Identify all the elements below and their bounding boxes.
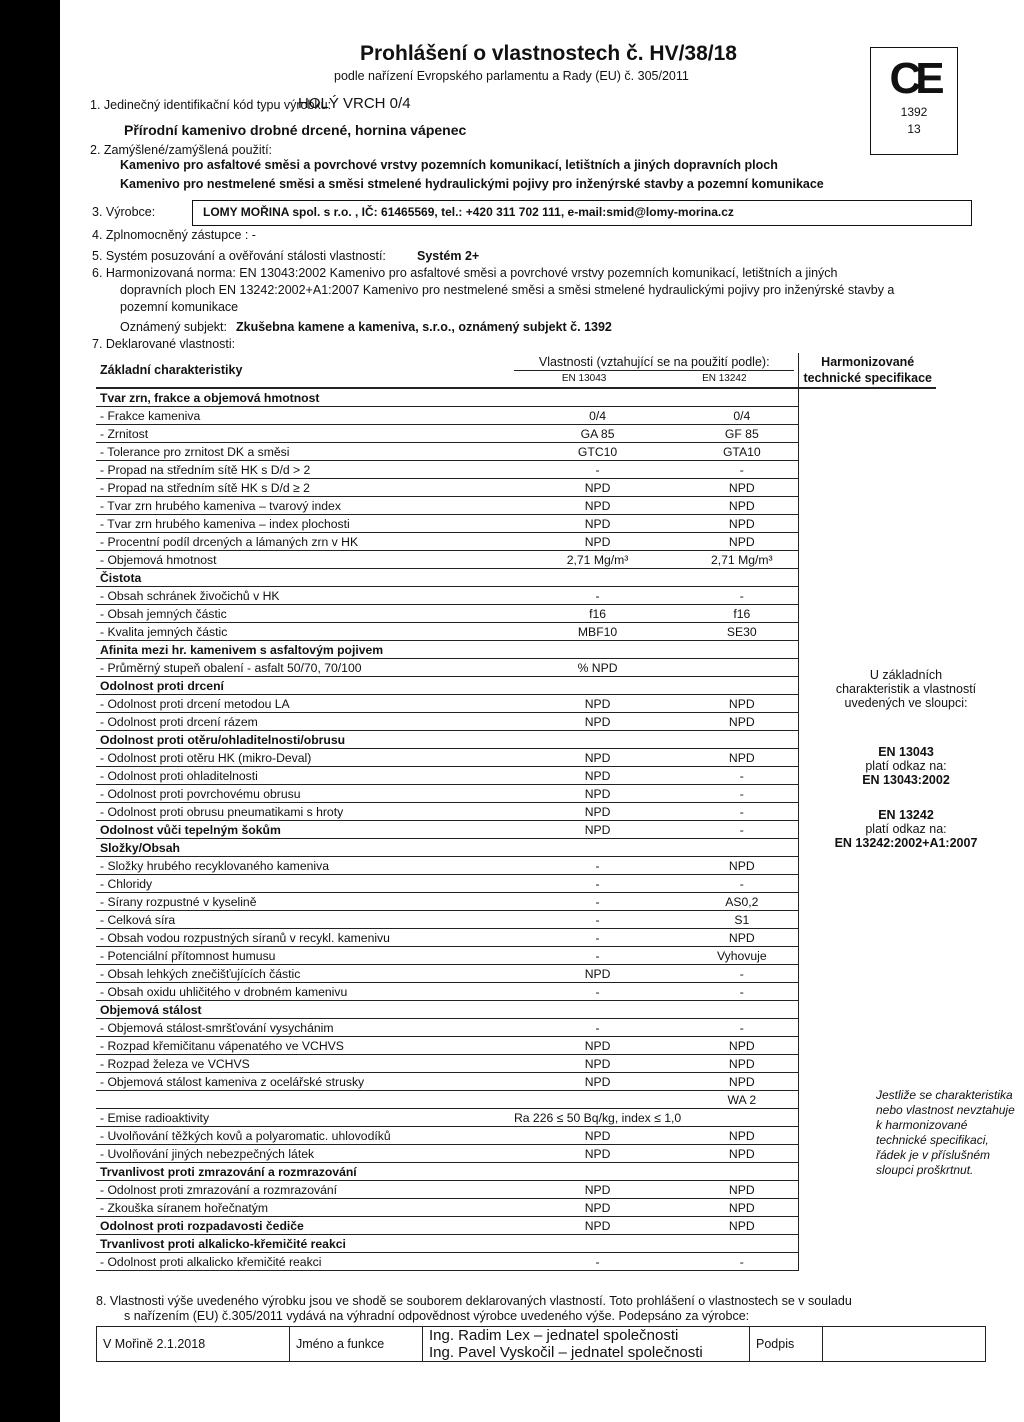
- en13242-cell: -: [685, 965, 799, 983]
- signature-area: [823, 1327, 986, 1362]
- en13043-cell: NPD: [510, 515, 685, 533]
- characteristic-cell: - Odolnost proti zmrazování a rozmrazování: [96, 1181, 510, 1199]
- product-description: Přírodní kamenivo drobné drcené, hornina vápenec: [124, 122, 467, 138]
- en13242-cell: f16: [685, 605, 799, 623]
- section-row: [96, 388, 936, 407]
- spec-en13242-title: EN 13242: [878, 808, 934, 822]
- spec-cell: [799, 713, 936, 731]
- spec-en13242-text: platí odkaz na:: [865, 822, 947, 836]
- en13043-cell: [510, 677, 685, 695]
- en13242-cell: NPD: [685, 695, 799, 713]
- en13043-cell: NPD: [510, 1145, 685, 1163]
- en13043-cell: -: [510, 893, 685, 911]
- section-row: [96, 1235, 936, 1253]
- notified-body-label: Oznámený subjekt:: [120, 320, 227, 334]
- spec-cell: [799, 461, 936, 479]
- intended-use-1: Kamenivo pro asfaltové směsi a povrchové vrstvy pozemních komunikací, letištních a jiných dopravních ploch: [120, 158, 778, 172]
- spec-cell: [799, 425, 936, 443]
- characteristic-cell: - Zkouška síranem hořečnatým: [96, 1199, 510, 1217]
- en13242-cell: WA 2: [685, 1091, 799, 1109]
- spec-intro-1: U základních: [869, 668, 943, 682]
- en13043-cell: NPD: [510, 767, 685, 785]
- section-row: [96, 641, 936, 659]
- table-row: [96, 1019, 936, 1037]
- table-row: [96, 929, 936, 947]
- table-row: [96, 1253, 936, 1271]
- en13242-cell: NPD: [685, 929, 799, 947]
- assessment-system: Systém 2+: [417, 249, 480, 263]
- spec-cell: [799, 641, 936, 659]
- characteristic-cell: Tvar zrn, frakce a objemová hmotnost: [96, 388, 510, 407]
- en13043-cell: [510, 569, 685, 587]
- ce-number-2: 13: [907, 122, 921, 136]
- en13242-cell: [685, 1109, 799, 1127]
- en13242-cell: NPD: [685, 1073, 799, 1091]
- characteristic-cell: Odolnost proti drcení: [96, 677, 510, 695]
- en13242-cell: [685, 388, 799, 407]
- en13043-cell: 0/4: [510, 407, 685, 425]
- ce-number-1: 1392: [900, 105, 928, 119]
- characteristic-cell: - Průměrný stupeň obalení - asfalt 50/70, 70/100: [96, 659, 510, 677]
- en13242-cell: -: [685, 785, 799, 803]
- en13242-cell: [685, 677, 799, 695]
- declaration-page: [60, 0, 1024, 1422]
- table-row: [96, 425, 936, 443]
- characteristic-cell: [96, 1091, 510, 1109]
- spec-cell: [799, 1001, 936, 1019]
- en13043-cell: NPD: [510, 497, 685, 515]
- table-row: [96, 1199, 936, 1217]
- en13043-cell: GTC10: [510, 443, 685, 461]
- spec-cell: [799, 479, 936, 497]
- characteristic-cell: Trvanlivost proti alkalicko-křemičité reakci: [96, 1235, 510, 1253]
- en13043-cell: -: [510, 587, 685, 605]
- en13242-cell: NPD: [685, 1055, 799, 1073]
- header-props-title: Vlastnosti (vztahující se na použití podle):: [538, 354, 770, 369]
- manufacturer-info: LOMY MOŘINA spol. s r.o. , IČ: 61465569, tel.: +420 311 702 111, e-mail:smid@lomy-morina.cz: [203, 205, 734, 219]
- section-row: [96, 1001, 936, 1019]
- en13242-cell: [685, 1163, 799, 1181]
- en13043-cell: f16: [510, 605, 685, 623]
- en13043-cell: -: [510, 911, 685, 929]
- en13242-cell: NPD: [685, 533, 799, 551]
- header-spec-2: technické specifikace: [803, 371, 932, 385]
- characteristic-cell: - Odolnost proti drcení rázem: [96, 713, 510, 731]
- spec-cell: [799, 388, 936, 407]
- header-spec-1: Harmonizované: [821, 355, 915, 369]
- characteristic-cell: - Odolnost proti drcení metodou LA: [96, 695, 510, 713]
- table-row: [96, 1055, 936, 1073]
- table-row: [96, 407, 936, 425]
- ce-logo: CE: [889, 54, 939, 103]
- table-row: [96, 443, 936, 461]
- characteristic-cell: - Rozpad železa ve VCHVS: [96, 1055, 510, 1073]
- en13043-cell: NPD: [510, 1073, 685, 1091]
- spec-cell: [799, 623, 936, 641]
- en13043-cell: NPD: [510, 713, 685, 731]
- en13242-cell: -: [685, 587, 799, 605]
- en13043-cell: [510, 1001, 685, 1019]
- characteristic-cell: - Rozpad křemičitanu vápenatého ve VCHVS: [96, 1037, 510, 1055]
- spec-cell: [799, 533, 936, 551]
- table-row: [96, 875, 936, 893]
- en13043-cell: NPD: [510, 533, 685, 551]
- spec-en13043-title: EN 13043: [878, 745, 934, 759]
- spec-note: Jestliže se charakteristika nebo vlastnost nevztahuje k harmonizované technické specifikaci, řádek je v příslušném sloupci proškrtnut.: [876, 1088, 1015, 1177]
- table-row: [96, 713, 936, 731]
- characteristic-cell: - Propad na středním sítě HK s D/d > 2: [96, 461, 510, 479]
- characteristic-cell: - Frakce kameniva: [96, 407, 510, 425]
- spec-cell: [799, 983, 936, 1001]
- en13242-cell: NPD: [685, 497, 799, 515]
- characteristic-cell: - Odolnost proti alkalicko křemičité reakci: [96, 1253, 510, 1271]
- characteristic-cell: Složky/Obsah: [96, 839, 510, 857]
- notified-body-value: Zkušebna kamene a kameniva, s.r.o., oznámený subjekt č. 1392: [236, 320, 612, 334]
- spec-cell: [799, 497, 936, 515]
- en13043-cell: NPD: [510, 1217, 685, 1235]
- spec-cell: [799, 1253, 936, 1271]
- table-row: [96, 1037, 936, 1055]
- header-spec: [799, 353, 936, 388]
- en13043-cell: NPD: [510, 1181, 685, 1199]
- characteristic-cell: - Objemová hmotnost: [96, 551, 510, 569]
- en13043-cell: NPD: [510, 1037, 685, 1055]
- table-row: [96, 785, 936, 803]
- table-row: [96, 767, 936, 785]
- characteristic-cell: - Tolerance pro zrnitost DK a směsi: [96, 443, 510, 461]
- section-1-label: 1. Jedinečný identifikační kód typu výrobku:: [90, 98, 332, 112]
- table-row: [96, 1145, 936, 1163]
- table-header-row: [96, 353, 936, 388]
- en13242-cell: [685, 1235, 799, 1253]
- table-row: [96, 1073, 936, 1091]
- en13242-cell: [685, 569, 799, 587]
- section-row: [96, 677, 936, 695]
- section-6-line-3: pozemní komunikace: [120, 300, 239, 314]
- table-row: [96, 479, 936, 497]
- en13043-cell: [510, 839, 685, 857]
- ce-mark-box: [870, 47, 958, 155]
- en13043-cell: NPD: [510, 1199, 685, 1217]
- section-row: [96, 821, 936, 839]
- en13043-cell: Ra 226 ≤ 50 Bq/kg, index ≤ 1,0: [510, 1109, 685, 1127]
- spec-cell: [799, 1199, 936, 1217]
- en13242-cell: [685, 731, 799, 749]
- intended-use-2: Kamenivo pro nestmelené směsi a směsi stmelené hydraulickými pojivy pro inženýrské stavby a pozemní komunikace: [120, 177, 824, 191]
- en13043-cell: -: [510, 461, 685, 479]
- signature-table: [96, 1326, 986, 1362]
- spec-en13242: [816, 808, 996, 850]
- characteristic-cell: Afinita mezi hr. kamenivem s asfaltovým pojivem: [96, 641, 510, 659]
- characteristic-cell: - Propad na středním sítě HK s D/d ≥ 2: [96, 479, 510, 497]
- spec-intro: [816, 668, 996, 710]
- en13043-cell: NPD: [510, 1055, 685, 1073]
- en13043-cell: [510, 1091, 685, 1109]
- characteristic-cell: Objemová stálost: [96, 1001, 510, 1019]
- spec-cell: [799, 551, 936, 569]
- spec-cell: [799, 785, 936, 803]
- en13242-cell: [685, 659, 799, 677]
- spec-en13043-text: platí odkaz na:: [865, 759, 947, 773]
- table-row: [96, 695, 936, 713]
- section-4: 4. Zplnomocněný zástupce : -: [92, 228, 256, 242]
- spec-en13043-ref: EN 13043:2002: [862, 773, 950, 787]
- en13043-cell: -: [510, 929, 685, 947]
- en13242-cell: NPD: [685, 1217, 799, 1235]
- section-8-line-1: 8. Vlastnosti výše uvedeného výrobku jsou ve shodě se souborem deklarovaných vlastností. Toto prohlášení o vlastnostech se v souladu: [96, 1294, 852, 1308]
- table-row: [96, 947, 936, 965]
- characteristic-cell: - Tvar zrn hrubého kameniva – tvarový index: [96, 497, 510, 515]
- spec-cell: [799, 1181, 936, 1199]
- characteristic-cell: - Sírany rozpustné v kyselině: [96, 893, 510, 911]
- spec-cell: [799, 1019, 936, 1037]
- section-row: [96, 731, 936, 749]
- properties-table: [96, 353, 936, 1271]
- characteristic-cell: - Zrnitost: [96, 425, 510, 443]
- en13242-cell: SE30: [685, 623, 799, 641]
- characteristic-cell: - Obsah schránek živočichů v HK: [96, 587, 510, 605]
- en13043-cell: [510, 641, 685, 659]
- table-row: [96, 803, 936, 821]
- person-2: Ing. Pavel Vyskočil – jednatel společnosti: [429, 1344, 703, 1361]
- en13242-cell: -: [685, 875, 799, 893]
- spec-cell: [799, 569, 936, 587]
- en13043-cell: [510, 731, 685, 749]
- table-row: [96, 659, 936, 677]
- en13043-cell: NPD: [510, 785, 685, 803]
- person-1: Ing. Radim Lex – jednatel společnosti: [429, 1327, 679, 1344]
- en13242-cell: -: [685, 1253, 799, 1271]
- table-row: [96, 587, 936, 605]
- spec-cell: [799, 1235, 936, 1253]
- characteristic-cell: - Složky hrubého recyklovaného kameniva: [96, 857, 510, 875]
- characteristic-cell: - Obsah oxidu uhličitého v drobném kamenivu: [96, 983, 510, 1001]
- en13242-cell: [685, 1001, 799, 1019]
- sign-label: Podpis: [750, 1327, 823, 1362]
- table-row: [96, 533, 936, 551]
- en13242-cell: NPD: [685, 1037, 799, 1055]
- en13242-cell: S1: [685, 911, 799, 929]
- en13242-cell: AS0,2: [685, 893, 799, 911]
- en13242-cell: -: [685, 461, 799, 479]
- en13242-cell: NPD: [685, 713, 799, 731]
- section-6-line-2: dopravních ploch EN 13242:2002+A1:2007 Kamenivo pro nestmelené směsi a směsi stmelené hydraulickými pojivy pro inženýrské stavby a: [120, 283, 895, 297]
- en13242-cell: NPD: [685, 749, 799, 767]
- spec-intro-3: uvedených ve sloupci:: [844, 696, 968, 710]
- header-props: [510, 353, 799, 388]
- characteristic-cell: - Odolnost proti povrchovému obrusu: [96, 785, 510, 803]
- en13043-cell: -: [510, 1253, 685, 1271]
- table-row: [96, 1091, 936, 1109]
- spec-cell: [799, 407, 936, 425]
- table-row: [96, 461, 936, 479]
- section-5-label: 5. Systém posuzování a ověřování stálosti vlastností:: [92, 249, 386, 263]
- en13242-cell: GTA10: [685, 443, 799, 461]
- table-row: [96, 1181, 936, 1199]
- header-en13242: EN 13242: [702, 372, 747, 384]
- en13242-cell: 0/4: [685, 407, 799, 425]
- spec-cell: [799, 515, 936, 533]
- en13242-cell: 2,71 Mg/m³: [685, 551, 799, 569]
- characteristic-cell: - Odolnost proti obrusu pneumatikami s hroty: [96, 803, 510, 821]
- characteristic-cell: - Uvolňování těžkých kovů a polyaromatic. uhlovodíků: [96, 1127, 510, 1145]
- characteristic-cell: - Odolnost proti ohladitelnosti: [96, 767, 510, 785]
- characteristic-cell: - Obsah jemných částic: [96, 605, 510, 623]
- en13242-cell: [685, 641, 799, 659]
- section-2-label: 2. Zamýšlené/zamýšlená použití:: [90, 143, 273, 157]
- table-row: [96, 911, 936, 929]
- table-row: [96, 965, 936, 983]
- table-row: [96, 893, 936, 911]
- section-row: [96, 1163, 936, 1181]
- characteristic-cell: - Obsah lehkých znečišťujících částic: [96, 965, 510, 983]
- characteristic-cell: - Celková síra: [96, 911, 510, 929]
- characteristic-cell: - Obsah vodou rozpustných síranů v recykl. kamenivu: [96, 929, 510, 947]
- en13242-cell: -: [685, 1019, 799, 1037]
- section-6-line-1: 6. Harmonizovaná norma: EN 13043:2002 Kamenivo pro asfaltové směsi a povrchové vrstvy pozemních komunikací, letištních a jiných: [92, 266, 838, 280]
- spec-en13242-ref: EN 13242:2002+A1:2007: [834, 836, 978, 850]
- spec-en13043: [816, 745, 996, 787]
- en13043-cell: -: [510, 875, 685, 893]
- characteristic-cell: - Potenciální přítomnost humusu: [96, 947, 510, 965]
- en13043-cell: -: [510, 1019, 685, 1037]
- manufacturer-box: [192, 200, 972, 226]
- spec-cell: [799, 965, 936, 983]
- characteristic-cell: - Procentní podíl drcených a lámaných zrn v HK: [96, 533, 510, 551]
- characteristic-cell: - Emise radioaktivity: [96, 1109, 510, 1127]
- en13043-cell: 2,71 Mg/m³: [510, 551, 685, 569]
- spec-cell: [799, 1037, 936, 1055]
- section-3-label: 3. Výrobce:: [92, 205, 156, 219]
- name-label: Jméno a funkce: [290, 1327, 423, 1362]
- table-row: [96, 749, 936, 767]
- characteristic-cell: Odolnost proti rozpadavosti čediče: [96, 1217, 510, 1235]
- section-7: 7. Deklarované vlastnosti:: [92, 337, 236, 351]
- en13242-cell: NPD: [685, 515, 799, 533]
- spec-cell: [799, 947, 936, 965]
- en13242-cell: NPD: [685, 479, 799, 497]
- en13043-cell: -: [510, 983, 685, 1001]
- spec-intro-2: charakteristik a vlastností: [835, 682, 977, 696]
- spec-cell: [799, 911, 936, 929]
- en13043-cell: -: [510, 857, 685, 875]
- en13242-cell: -: [685, 767, 799, 785]
- characteristic-cell: Čistota: [96, 569, 510, 587]
- header-en13043: EN 13043: [561, 372, 607, 384]
- section-8-line-2: s nařízením (EU) č.305/2011 vydává na výhradní odpovědnost výrobce uvedeného výše. Podepsáno za výrobce:: [124, 1309, 750, 1323]
- spec-cell: [799, 875, 936, 893]
- section-row: [96, 1217, 936, 1235]
- spec-cell: [799, 929, 936, 947]
- characteristic-cell: - Tvar zrn hrubého kameniva – index plochosti: [96, 515, 510, 533]
- spec-cell: [799, 1055, 936, 1073]
- table-row: [96, 1127, 936, 1145]
- section-row: [96, 839, 936, 857]
- en13242-cell: NPD: [685, 1127, 799, 1145]
- characteristic-cell: Trvanlivost proti zmrazování a rozmrazování: [96, 1163, 510, 1181]
- en13043-cell: [510, 1163, 685, 1181]
- table-row: [96, 1109, 936, 1127]
- spec-cell: [799, 443, 936, 461]
- en13242-cell: NPD: [685, 1145, 799, 1163]
- en13043-cell: NPD: [510, 1127, 685, 1145]
- en13043-cell: MBF10: [510, 623, 685, 641]
- table-row: [96, 497, 936, 515]
- table-row: [96, 983, 936, 1001]
- table-row: [96, 623, 936, 641]
- en13242-cell: -: [685, 983, 799, 1001]
- document-subtitle: podle nařízení Evropského parlamentu a Rady (EU) č. 305/2011: [334, 69, 689, 83]
- en13043-cell: [510, 388, 685, 407]
- en13043-cell: NPD: [510, 965, 685, 983]
- spec-cell: [799, 893, 936, 911]
- en13242-cell: -: [685, 803, 799, 821]
- characteristic-cell: - Odolnost proti otěru HK (mikro-Deval): [96, 749, 510, 767]
- en13043-cell: NPD: [510, 479, 685, 497]
- spec-cell: [799, 587, 936, 605]
- en13043-cell: % NPD: [510, 659, 685, 677]
- signatories: [423, 1327, 750, 1362]
- en13242-cell: [685, 839, 799, 857]
- en13242-cell: NPD: [685, 1199, 799, 1217]
- spec-cell: [799, 857, 936, 875]
- spec-cell: [799, 605, 936, 623]
- en13242-cell: -: [685, 821, 799, 839]
- product-code: HOLÝ VRCH 0/4: [298, 95, 411, 112]
- en13043-cell: NPD: [510, 749, 685, 767]
- en13043-cell: GA 85: [510, 425, 685, 443]
- header-basic: Základní charakteristiky: [96, 353, 510, 388]
- en13043-cell: NPD: [510, 803, 685, 821]
- en13043-cell: NPD: [510, 821, 685, 839]
- characteristic-cell: - Uvolňování jiných nebezpečných látek: [96, 1145, 510, 1163]
- place-date: V Mořině 2.1.2018: [97, 1327, 290, 1362]
- characteristic-cell: - Chloridy: [96, 875, 510, 893]
- characteristic-cell: Odolnost proti otěru/ohladitelnosti/obrusu: [96, 731, 510, 749]
- en13242-cell: GF 85: [685, 425, 799, 443]
- spec-cell: [799, 1217, 936, 1235]
- characteristic-cell: - Kvalita jemných částic: [96, 623, 510, 641]
- en13043-cell: -: [510, 947, 685, 965]
- document-title: Prohlášení o vlastnostech č. HV/38/18: [360, 42, 737, 65]
- en13242-cell: NPD: [685, 857, 799, 875]
- characteristic-cell: - Objemová stálost kameniva z ocelářské strusky: [96, 1073, 510, 1091]
- section-row: [96, 569, 936, 587]
- en13242-cell: NPD: [685, 1181, 799, 1199]
- characteristic-cell: Odolnost vůči tepelným šokům: [96, 821, 510, 839]
- table-row: [96, 551, 936, 569]
- table-row: [96, 605, 936, 623]
- en13043-cell: NPD: [510, 695, 685, 713]
- en13242-cell: Vyhovuje: [685, 947, 799, 965]
- table-row: [96, 515, 936, 533]
- characteristic-cell: - Objemová stálost-smršťování vysychánim: [96, 1019, 510, 1037]
- table-row: [96, 857, 936, 875]
- en13043-cell: [510, 1235, 685, 1253]
